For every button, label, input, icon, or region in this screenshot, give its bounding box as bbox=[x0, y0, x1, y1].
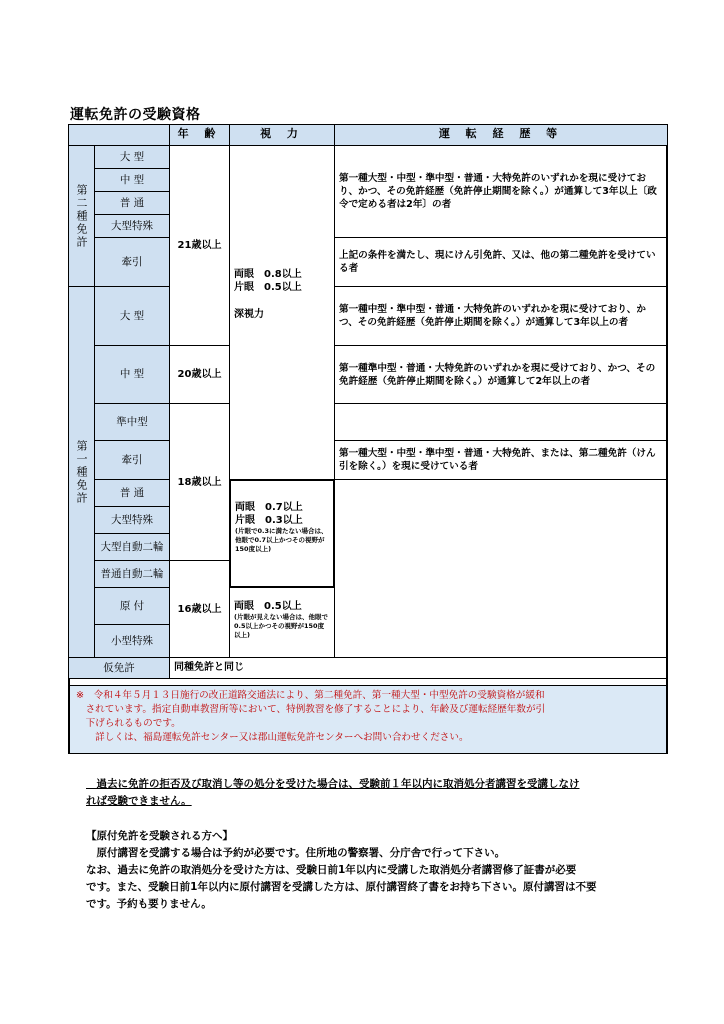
page-title: 運転免許の受験資格 bbox=[70, 107, 201, 123]
karimenkyo-value: 同種免許と同じ bbox=[169, 657, 668, 679]
age-18: 18歳以上 bbox=[169, 403, 230, 561]
vision-small: 両眼 0.5以上 (片眼が見えない場合は、他眼で0.5以上かつその視野が150度以上) bbox=[229, 587, 335, 658]
row-first-kogata-tokushu: 小型特殊 bbox=[94, 624, 170, 658]
header-age: 年 齢 bbox=[169, 124, 230, 146]
row-first-futsu: 普 通 bbox=[94, 479, 170, 507]
vision-large: 両眼 0.8以上 片眼 0.5以上 深視力 bbox=[229, 145, 335, 480]
group-second-class: 第二種免許 bbox=[68, 145, 95, 287]
row-first-gentsuki: 原 付 bbox=[94, 587, 170, 625]
revocation-warning: 過去に免許の拒否及び取消し等の処分を受けた場合は、受験前１年以内に取消処分者講習を受講しなけ れば受験できません。 bbox=[86, 778, 580, 807]
row-first-junchugata: 準中型 bbox=[94, 403, 170, 441]
gentsuki-heading: 【原付免許を受験される方へ】 bbox=[86, 830, 233, 842]
history-first-ogata: 第一種中型・準中型・普通・大特免許のいずれかを現に受けており、かつ、その免許経歴（免許停止期間を除く。）が通算して3年以上の者 bbox=[334, 286, 668, 346]
history-first-junchugata bbox=[334, 403, 668, 441]
row-first-ogata-nirin: 大型自動二輪 bbox=[94, 533, 170, 561]
header-history: 運 転 経 歴 等 bbox=[334, 124, 668, 146]
gentsuki-section: 【原付免許を受験される方へ】 原付講習を受講する場合は予約が必要です。住所地の警察署、分庁舎で行って下さい。 なお、過去に免許の取消処分を受けた方は、受験日前1年以内に受講した取消処分者講習修了証書が必要 です。また、受験日前1年以内に原付講習を受講した方は、原付講習終了書をお持ち下さい。原付講習は不要 です。予約も要りません。 bbox=[86, 828, 686, 913]
row-first-futsu-nirin: 普通自動二輪 bbox=[94, 560, 170, 588]
row-first-ogata: 大 型 bbox=[94, 286, 170, 346]
row-first-kenin: 牽引 bbox=[94, 440, 170, 480]
age-20: 20歳以上 bbox=[169, 345, 230, 404]
row-first-chugata: 中 型 bbox=[94, 345, 170, 404]
header-vision: 視 力 bbox=[229, 124, 335, 146]
history-second-class: 第一種大型・中型・準中型・普通・大特免許のいずれかを現に受けており、かつ、その免許経歴（免許停止期間を除く。）が通算して3年以上〔政令で定める者は2年〕の者 bbox=[334, 145, 668, 238]
header-blank bbox=[68, 124, 170, 146]
history-second-kenin: 上記の条件を満たし、現にけん引免許、又は、他の第二種免許を受けている者 bbox=[334, 237, 668, 287]
vision-standard: 両眼 0.7以上 片眼 0.3以上 (片眼で0.3に満たない場合は、他眼で0.7以上かつその視野が150度以上) bbox=[229, 479, 335, 588]
history-empty bbox=[334, 479, 668, 658]
row-second-ogata-tokushu: 大型特殊 bbox=[94, 214, 170, 238]
age-21: 21歳以上 bbox=[169, 145, 230, 346]
history-first-chugata: 第一種準中型・普通・大特免許のいずれかを現に受けており、かつ、その免許経歴（免許停止期間を除く。）が通算して2年以上の者 bbox=[334, 345, 668, 404]
group-first-class: 第一種免許 bbox=[68, 286, 95, 658]
history-first-kenin: 第一種大型・中型・準中型・普通・大特免許、または、第二種免許（けん引を除く。）を現に受けている者 bbox=[334, 440, 668, 480]
row-first-ogata-tokushu: 大型特殊 bbox=[94, 506, 170, 534]
age-16: 16歳以上 bbox=[169, 560, 230, 658]
row-second-ogata: 大 型 bbox=[94, 145, 170, 169]
row-karimenkyo: 仮免許 bbox=[68, 657, 170, 679]
row-second-futsu: 普 通 bbox=[94, 191, 170, 215]
row-second-chugata: 中 型 bbox=[94, 168, 170, 192]
relaxation-note: ※ 令和４年５月１３日施行の改正道路交通法により、第二種免許、第一種大型・中型免許の受験資格が緩和 されています。指定自動車教習所等において、特例教習を修了することにより、年齢及び運転経歴年数が引 下げられるものです。 詳しくは、福島運転免許センター又は郡山運転免許センターへお問い合わせください。 bbox=[70, 685, 666, 753]
row-second-kenin: 牽引 bbox=[94, 237, 170, 287]
